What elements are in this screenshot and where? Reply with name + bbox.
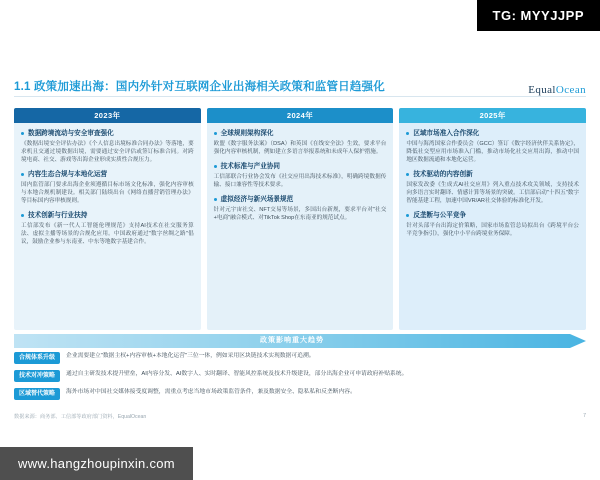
summary-row: [14, 388, 586, 400]
summary-text: 海外市场对中国社交媒体接受度调整，需重点考虑当地市场政策监管条件，兼及数据安全、隐私私和反垄断内容。: [66, 389, 356, 395]
summary-row: [14, 352, 586, 364]
summary-badge: 合规体系升级: [14, 352, 60, 364]
watermark: www.hangzhoupinxin.com: [0, 447, 193, 480]
column-header-2023: 2023年: [14, 108, 201, 123]
brand-logo-right: Ocean: [555, 84, 586, 96]
timeline-columns: [14, 108, 586, 330]
block-title: 全球规则架构深化: [214, 129, 387, 138]
block-title: 技术驱动的内容创新: [406, 170, 579, 179]
list-item: [406, 129, 579, 164]
summary-text: 企业需要建立"数据主权+内容审核+本地化运营"三位一体，例如采用区块链技术实现数据可追溯。: [66, 353, 315, 359]
list-item: [21, 211, 194, 246]
list-item: [21, 129, 194, 164]
page-title: 1.1 政策加速出海：国内外针对互联网企业出海相关政策和监管日趋强化: [14, 81, 385, 93]
summary-row: [14, 370, 586, 382]
block-title: 虚拟经济与新兴场景规范: [214, 195, 387, 204]
band-label: 政策影响重大趋势: [260, 337, 324, 344]
block-title: 反垄断与公平竞争: [406, 211, 579, 220]
list-item: [214, 195, 387, 222]
column-body-2025: [399, 123, 586, 330]
column-header-2024: 2024年: [207, 108, 394, 123]
block-text: 针对元宇宙社交、NFT交易等场景，多国出台新规，要求平台对"社交+电商"融合模式、对TikTok Shop在东南亚的规范试点。: [213, 207, 387, 221]
tg-badge: TG: MYYJJPP: [477, 0, 600, 31]
brand-logo-left: Equal: [528, 84, 556, 96]
column-2024: [207, 108, 394, 330]
block-text: 工信部发布《新一代人工智能伦理规范》支持AI技术在社交服务算法、虚拟主播等场景的合规化应用。中国政府通过"数字丝绸之路"倡议，鼓励企业参与东南亚、中东等地数字基建合作。: [21, 223, 194, 245]
column-2025: [399, 108, 586, 330]
list-item: [214, 162, 387, 189]
trend-arrow-band: [14, 334, 586, 348]
list-item: [406, 170, 579, 205]
block-text: 《数据出境安全评估办法》《个人信息出境标准合同办法》等落地，要求机且交通过境数据出境，需要通过安全评估或签订标准合同。对跨境电商、社交、游戏等出海企业形成实质性合规压力。: [21, 141, 194, 163]
list-item: [21, 170, 194, 205]
summary-badge: 区域替代策略: [14, 388, 60, 400]
block-title: 技术创新与行业扶持: [21, 211, 194, 220]
column-2023: [14, 108, 201, 330]
summary-text: 通过自主研发技术提升壁垒，AI内容分发、AI数字人、实时翻译、智能风控系统及技术升级建设，部分出海企业可申请政府补贴系统。: [66, 371, 408, 377]
column-header-2025: 2025年: [399, 108, 586, 123]
source-note: 数据来源：商务部、工信部等政府部门资料，EqualOcean: [14, 414, 147, 420]
block-text: 国家发改委《生成式AI社交应用》列入重点技术攻关领域，支持技术向多语言实时翻译、情感计算等场景的突破。工信部启动"十四五"数字智能基建工程，加速中国VR/AR社交体验的标准化开发。: [406, 182, 580, 204]
block-title: 区域市场准入合作深化: [406, 129, 579, 138]
block-text: 欧盟《数字服务法案》（DSA）和英国《在线安全法》生效，要求平台强化内容审核机制，例如建立多语言举报系统和未成年人保护措施。: [213, 141, 387, 155]
list-item: [406, 211, 579, 238]
block-title: 内容生态合规与本地化运营: [21, 170, 194, 179]
column-body-2024: [207, 123, 394, 330]
block-title: 数据跨境流动与安全审查强化: [21, 129, 194, 138]
column-body-2023: [14, 123, 201, 330]
header-divider: [14, 96, 586, 97]
block-text: 工信部联合行业协会发布《社交应用出海技术标准》，明确跨境数据传输、接口兼容性等技术要求。: [213, 174, 387, 188]
summary-badge: 技术对冲策略: [14, 370, 60, 382]
brand-logo: [528, 84, 586, 96]
summary-list: [14, 352, 586, 406]
block-text: 针对头部平台出海定价策略，国家市场监管总局拟出台《跨境平台公平竞争指引》，强化中小平台跨境业务保障。: [406, 223, 580, 237]
list-item: [214, 129, 387, 156]
block-text: 中国与海湾国家合作委员会（GCC）签订《数字经济伙伴关系协定》，降低社交型应用市场准入门槛，推动市场化社交应用出海，推动中国地区数据流通和本地化运营。: [406, 141, 580, 163]
page-number: 7: [583, 413, 586, 419]
block-text: 国内监管部门要求出海企业须遵循目标市场文化标准，强化内容审核与本地合规机制建设。相关部门陆续出台《网络直播营销管理办法》等目标国内容审核规则。: [21, 182, 194, 204]
block-title: 技术标准与产业协同: [214, 162, 387, 171]
